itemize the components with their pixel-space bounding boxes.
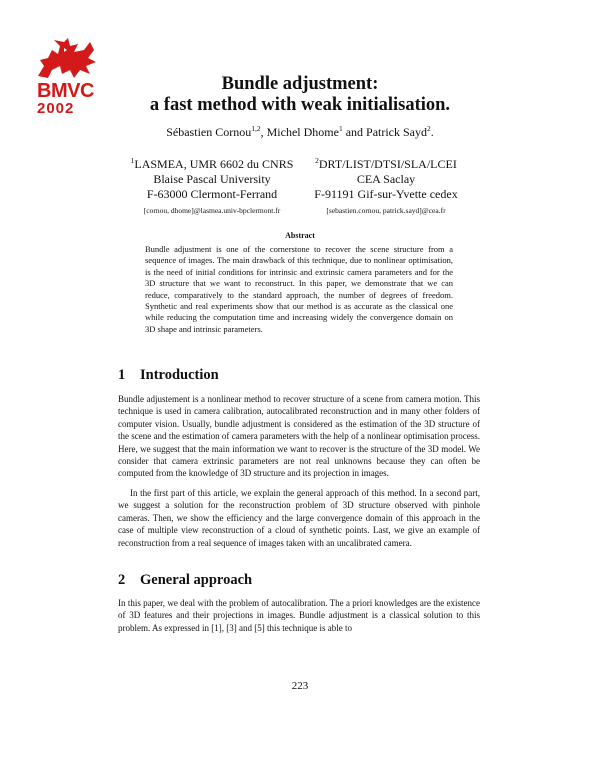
author-affil-marker: 1 <box>338 124 343 133</box>
paper-title-line1: Bundle adjustment: <box>221 74 379 94</box>
author-list <box>0 124 600 140</box>
body-paragraph: In the first part of this article, we explain the general approach of this method. In a second part, we suggest a solution for the reconstruction problem of 3D structure observed with pinhole cameras. Then, we show the efficiency and the large convergence domain of this approach in the case of multiple view reconstruction of a cloud of synthetic points. Last, we give an example of reconstruction from a real sequence of images taken with an uncalibrated camera. <box>118 488 480 548</box>
affiliation-line: F-91191 Gif-sur-Yvette cedex <box>314 187 458 201</box>
affiliation-line <box>112 153 312 172</box>
affiliation-name: DRT/LIST/DTSI/SLA/LCEI <box>318 157 457 171</box>
abstract-heading: Abstract <box>285 231 315 240</box>
section-number: 2 <box>118 572 126 588</box>
body-paragraph: Bundle adjustement is a nonlinear method to recover structure of a scene from camera motion. This technique is used in camera calibration, autocalibrated reconstruction and in many other folders of computer vision. Usually, bundle adjustment is considered as the estimation of the 3D structure of the scene and the estimation of camera parameters with the help of a nonlinear optimisation process. Here, we suggest that the main information we want to recover is the structure of the 3D model. We consider that camera extrinsic parameters are not real unknowns because they can often be computed from the knowledge of 3D structure and its projection in images. <box>118 394 480 479</box>
logo-year: 2002 <box>37 100 75 117</box>
affiliation-line: F-63000 Clermont-Ferrand <box>146 187 278 201</box>
author-affil-marker: 1,2 <box>251 124 261 133</box>
abstract-text: Bundle adjustment is one of the cornerstone to recover the scene structure from a sequence of images. The main drawback of this technique, due to nonlinear optimisation, is the need of initial conditions for intrinsic and extrinsic camera parameters and for the 3D structure that we want to reconstruct. In this paper, we demonstrate that we can reduce, comparatively to the standard approach, the number of degrees of freedom. Synthetic and real experiments show that our method is as accurate as the classical one while reducing the computation time and increasing widely the convergence domain on 3D shape and intrinsic parameters. <box>145 244 453 334</box>
author-name: Patrick Sayd <box>366 125 428 139</box>
paper-title-line2: a fast method with weak initialisation. <box>149 95 451 115</box>
section-title: General approach <box>140 572 253 588</box>
author-name: Sébastien Cornou <box>166 125 252 139</box>
section-heading-introduction <box>118 367 219 384</box>
affiliation-2 <box>286 153 486 220</box>
affiliation-name: LASMEA, UMR 6602 du CNRS <box>134 157 294 171</box>
author-affil-marker: 2 <box>427 124 431 133</box>
affiliation-line: Blaise Pascal University <box>153 172 271 186</box>
affiliation-line: CEA Saclay <box>356 172 416 186</box>
logo-name: BMVC <box>37 80 94 102</box>
affiliation-line <box>286 153 486 172</box>
affiliation-1 <box>112 153 312 220</box>
author-separator: , <box>260 125 267 139</box>
page-number: 223 <box>291 680 309 692</box>
affiliation-marker: 2 <box>315 156 319 165</box>
author-separator: . <box>430 125 434 139</box>
body-paragraph: In this paper, we deal with the problem of autocalibration. The a priori knowledges are the existence of 3D features and their projections in images. Bundle adjustment is a classical solution to this problem. As expressed in [1], [3] and [5] this technique is able to <box>118 598 480 633</box>
affiliation-email: [cornou, dhome]@lasmea.univ-bpclermont.fr <box>143 206 281 215</box>
section-heading-general-approach <box>118 572 252 589</box>
section-number: 1 <box>118 367 126 383</box>
author-separator: and <box>342 125 367 139</box>
affiliation-marker: 1 <box>130 156 135 165</box>
affiliation-email: [sebastien.cornou, patrick.sayd]@cea.fr <box>326 206 446 215</box>
section-title: Introduction <box>140 367 219 383</box>
author-name: Michel Dhome <box>266 125 339 139</box>
